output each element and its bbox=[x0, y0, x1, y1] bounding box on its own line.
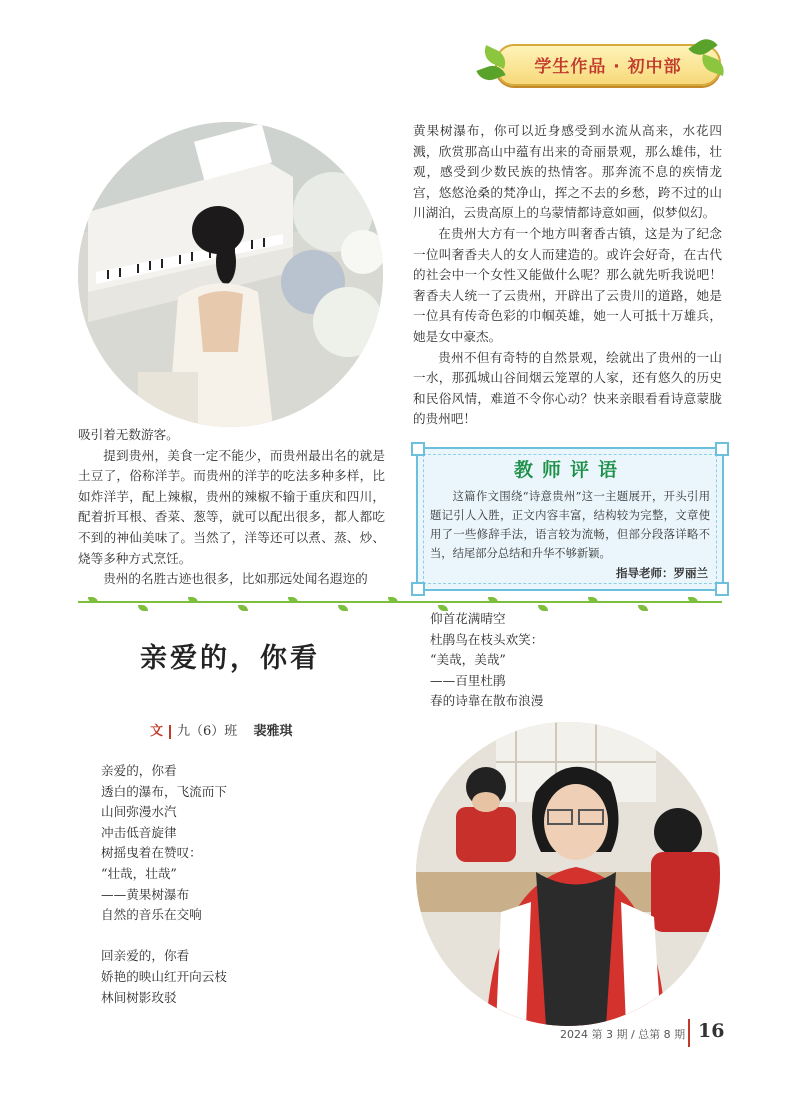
poem-right-column bbox=[430, 609, 543, 712]
article-paragraph: 黄果树瀑布，你可以近身感受到水流从高来，水花四溅，欣赏那高山中蕴有出来的奇丽景观，那么雄伟，壮观，感受到少数民族的热情客。那奔流不息的疾情龙宫，悠悠沧桑的梵净山，挥之不去的乡愁，跨不过的山川湖泊，云贵高原上的乌蒙情都诗意如画，似梦似幻。 bbox=[413, 123, 722, 221]
poem-title: 亲爱的，你看 bbox=[140, 643, 320, 674]
vine-divider bbox=[78, 601, 722, 611]
poem-line: 娇艳的映山红开向云枝 bbox=[101, 968, 227, 984]
poem-byline bbox=[150, 720, 292, 739]
poem-left-column bbox=[101, 761, 227, 1008]
vine-leaf bbox=[488, 597, 498, 603]
genre-label: 文 bbox=[150, 724, 164, 739]
article-left-column bbox=[78, 425, 385, 590]
vine-leaf bbox=[338, 605, 348, 611]
author-name: 裴雅琪 bbox=[253, 724, 293, 739]
poem-line: 杜鹃鸟在枝头欢笑： bbox=[430, 631, 544, 647]
poem-line: 冲击低音旋律 bbox=[101, 824, 177, 840]
vine-leaf bbox=[88, 597, 98, 603]
poem-line: “美哉，美哉” bbox=[430, 652, 506, 668]
poem-line: 亲爱的，你看 bbox=[101, 763, 177, 778]
vine-leaf bbox=[388, 597, 398, 603]
poem-line: 春的诗靠在散布浪漫 bbox=[430, 693, 544, 709]
poem-line: “壮哉，壮哉” bbox=[101, 865, 177, 881]
poem-line: 仰首花满晴空 bbox=[430, 611, 506, 626]
corner-ornament bbox=[715, 582, 729, 596]
vine-leaf bbox=[638, 605, 648, 611]
corner-ornament bbox=[411, 442, 425, 456]
teacher-name: 指导老师：罗丽兰 bbox=[616, 566, 708, 580]
poem-line: ——百里杜鹃 bbox=[430, 672, 506, 688]
vine-leaf bbox=[238, 605, 248, 611]
vine-leaf bbox=[138, 605, 148, 611]
article-paragraph: 吸引着无数游客。 bbox=[78, 427, 179, 442]
comment-body: 这篇作文围绕“诗意贵州”这一主题展开，开头引用题记引人入胜，正文内容丰富，结构较为完整，文章使用了一些修辞手法，语言较为流畅，但部分段落详略不当，结尾部分总结和升华不够新颖。 bbox=[430, 490, 710, 560]
corner-ornament bbox=[715, 442, 729, 456]
class-label: 九（6）班 bbox=[177, 724, 238, 739]
vine-leaf bbox=[688, 597, 698, 603]
article-paragraph: 贵州不但有奇特的自然景观，绘就出了贵州的一山一水，那孤城山谷间烟云笼罩的人家，还有悠久的历史和民俗风情，难道不令你心动？快来亲眼看看诗意蒙胧的贵州吧！ bbox=[413, 349, 722, 427]
section-banner-label: 学生作品 · 初中部 bbox=[534, 57, 682, 77]
page-number: 16 bbox=[698, 1020, 725, 1042]
article-paragraph: 贵州的名胜古迹也很多，比如那远处闻名遐迩的 bbox=[103, 571, 368, 587]
byline-separator bbox=[169, 725, 171, 739]
poem-line: 自然的音乐在交响 bbox=[101, 907, 202, 923]
poem-line: 山间弥漫水汽 bbox=[101, 804, 177, 820]
teacher-comment-box bbox=[416, 447, 724, 591]
poem-line: 树摇曳着在赞叹： bbox=[101, 845, 202, 861]
poem-line: 透白的瀑布，飞流而下 bbox=[101, 783, 227, 799]
vine-leaf bbox=[288, 597, 298, 603]
comment-title: 教师评语 bbox=[513, 459, 626, 481]
student-photo bbox=[416, 722, 720, 1026]
footer-separator bbox=[688, 1019, 690, 1047]
section-banner bbox=[495, 44, 721, 86]
article-paragraph: 在贵州大方有一个地方叫奢香古镇，这是为了纪念一位叫奢香夫人的女人而建造的。或许会好奇，在古代的社会中一个女性又能做什么呢？那么就先听我说吧！奢香夫人统一了云贵州，开辟出了云贵川的道路，她是一位具有传奇色彩的巾帼英雄，她一人可抵十万雄兵，她是女中豪杰。 bbox=[413, 225, 722, 344]
poem-line bbox=[101, 926, 227, 947]
vine-leaf bbox=[188, 597, 198, 603]
poem-line: 林间树影玫驳 bbox=[101, 989, 177, 1005]
poem-line: ——黄果树瀑布 bbox=[101, 886, 190, 902]
piano-photo bbox=[78, 122, 383, 427]
article-paragraph: 提到贵州，美食一定不能少，而贵州最出名的就是土豆了，俗称洋芋。而贵州的洋芋的吃法多种多样，比如炸洋芋，配上辣椒，贵州的辣椒不输于重庆和四川，配着折耳根、香菜、葱等，就可以配出很多，都人都吃不到的神仙美味了。当然了，洋等还可以煮、蒸、炒、烧等多种方式烹饪。 bbox=[78, 447, 385, 566]
corner-ornament bbox=[411, 582, 425, 596]
article-right-column bbox=[413, 121, 722, 430]
poem-line: 回亲爱的，你看 bbox=[101, 948, 190, 964]
issue-info: 2024 第 3 期 / 总第 8 期 bbox=[560, 1028, 686, 1041]
vine-leaf bbox=[588, 597, 598, 603]
